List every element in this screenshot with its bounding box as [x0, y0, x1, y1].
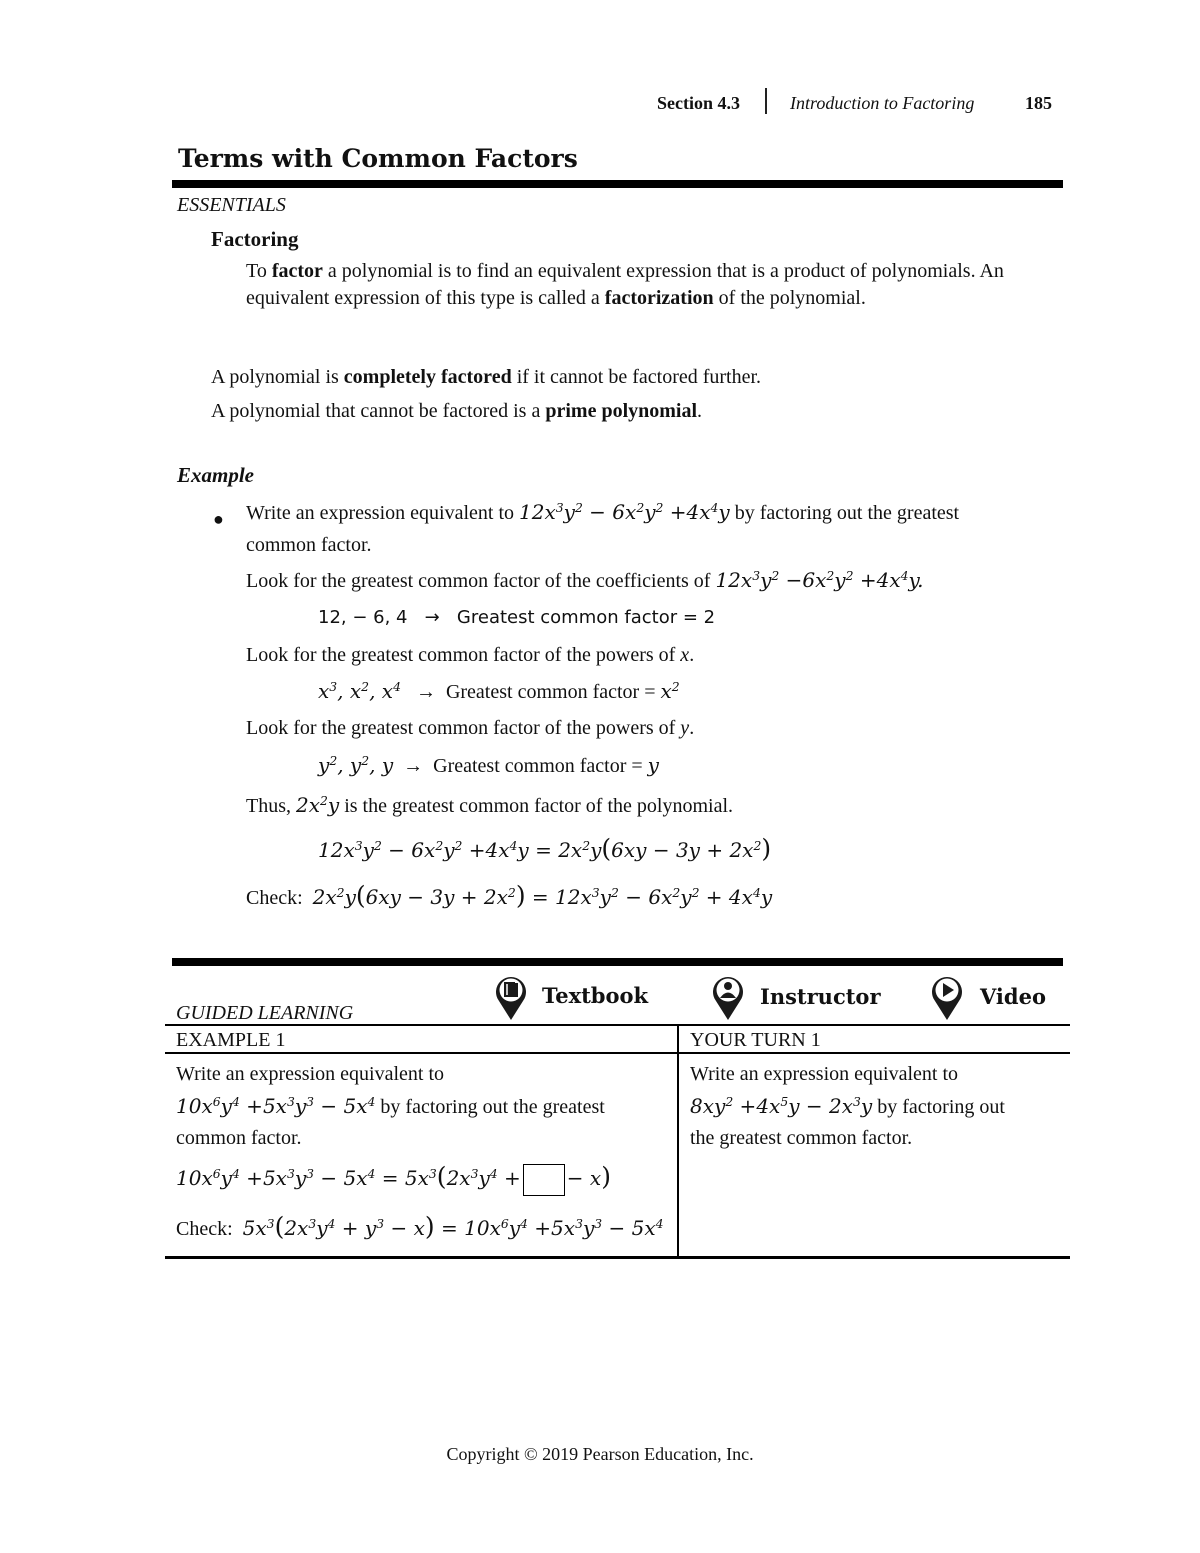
title-rule: [172, 180, 1063, 188]
table-bottom-rule: [165, 1256, 1070, 1259]
instructor-pin-icon: [711, 973, 745, 1021]
check-equation: Check: $2x^2y(6xy - 3y + 2x^2) = 12x^3y^2 - 6x^2y^2 + 4x^4y$: [246, 881, 773, 910]
x-powers-gcf: $x^3$, $x^2$, $x^4$ → Greatest common factor = $x^2$: [318, 679, 680, 703]
example-1-header: EXAMPLE 1: [176, 1029, 286, 1051]
example-statement-line2: common factor.: [246, 534, 372, 556]
factoring-definition: To factor a polynomial is to find an equivalent expression that is a product of polynomials. An equivalent expression of this type is called a factorization of the polynomial.: [246, 260, 1004, 309]
x-powers-step: Look for the greatest common factor of the powers of x.: [246, 644, 695, 666]
example-1-factored: $10x^6y^4 +5x^3y^3 - 5x^4 = 5x^3(2x^3y^4$ + − x): [176, 1161, 611, 1196]
answer-blank[interactable]: [523, 1164, 565, 1196]
example-heading: Example: [177, 463, 254, 487]
your-turn-1-line1: Write an expression equivalent to: [690, 1063, 958, 1085]
example-1-line3: common factor.: [176, 1127, 302, 1149]
bullet-icon: ●: [213, 509, 224, 529]
essentials-label: ESSENTIALS: [177, 194, 286, 216]
prime-polynomial-definition: A polynomial that cannot be factored is a prime polynomial.: [211, 400, 703, 422]
your-turn-1-header: YOUR TURN 1: [690, 1029, 821, 1051]
example-1-expression: $10x^6y^4 +5x^3y^3 - 5x^4$ by factoring out the greatest: [176, 1094, 605, 1118]
factoring-subheading: Factoring: [211, 227, 299, 251]
coefficient-step: Look for the greatest common factor of the coefficients of $12x^3y^2 -6x^2y^2 +4x^4y$.: [246, 568, 924, 592]
instructor-label[interactable]: Instructor: [760, 984, 881, 1009]
guided-rule: [172, 958, 1063, 966]
example-statement: Write an expression equivalent to $12x^3y^2 - 6x^2y^2 +4x^4y$ by factoring out the greatest: [246, 500, 960, 524]
your-turn-1-expression: $8xy^2 +4x^5y - 2x^3y$ by factoring out: [690, 1094, 1005, 1118]
table-header-rule: [165, 1052, 1070, 1054]
factored-equation: $12x^3y^2 - 6x^2y^2 +4x^4y = 2x^2y(6xy - 3y + 2x^2)$: [318, 834, 772, 863]
video-link[interactable]: [930, 973, 964, 1026]
y-powers-step: Look for the greatest common factor of the powers of y.: [246, 717, 695, 739]
example-1-check: Check: $5x^3(2x^3y^4 + y^3 - x) = 10x^6y^4 +5x^3y^3 - 5x^4$: [176, 1212, 664, 1241]
play-pin-icon: [930, 973, 964, 1021]
section-title: Introduction to Factoring: [790, 93, 975, 113]
instructor-link[interactable]: [711, 973, 745, 1026]
copyright-footer: Copyright © 2019 Pearson Education, Inc.: [446, 1444, 754, 1464]
textbook-label[interactable]: Textbook: [542, 983, 649, 1008]
gcf-conclusion: Thus, $2x^2y$ is the greatest common factor of the polynomial.: [246, 793, 733, 817]
y-powers-gcf: $y^2$, $y^2$, y → Greatest common factor = y: [318, 753, 659, 777]
page-number: 185: [1025, 93, 1052, 113]
book-pin-icon: [494, 973, 528, 1021]
header-divider: [765, 88, 767, 114]
section-number: Section 4.3: [657, 93, 740, 113]
video-label[interactable]: Video: [980, 984, 1046, 1009]
guided-learning-label: GUIDED LEARNING: [176, 1002, 354, 1024]
textbook-link[interactable]: [494, 973, 528, 1026]
your-turn-1-line3: the greatest common factor.: [690, 1127, 913, 1149]
table-top-rule: [165, 1024, 1070, 1026]
example-1-line1: Write an expression equivalent to: [176, 1063, 444, 1085]
coefficient-gcf: 12, − 6, 4 → Greatest common factor = 2: [318, 607, 716, 628]
completely-factored-definition: A polynomial is completely factored if it cannot be factored further.: [211, 366, 762, 388]
table-column-divider: [677, 1024, 679, 1257]
page-title: Terms with Common Factors: [178, 144, 578, 173]
